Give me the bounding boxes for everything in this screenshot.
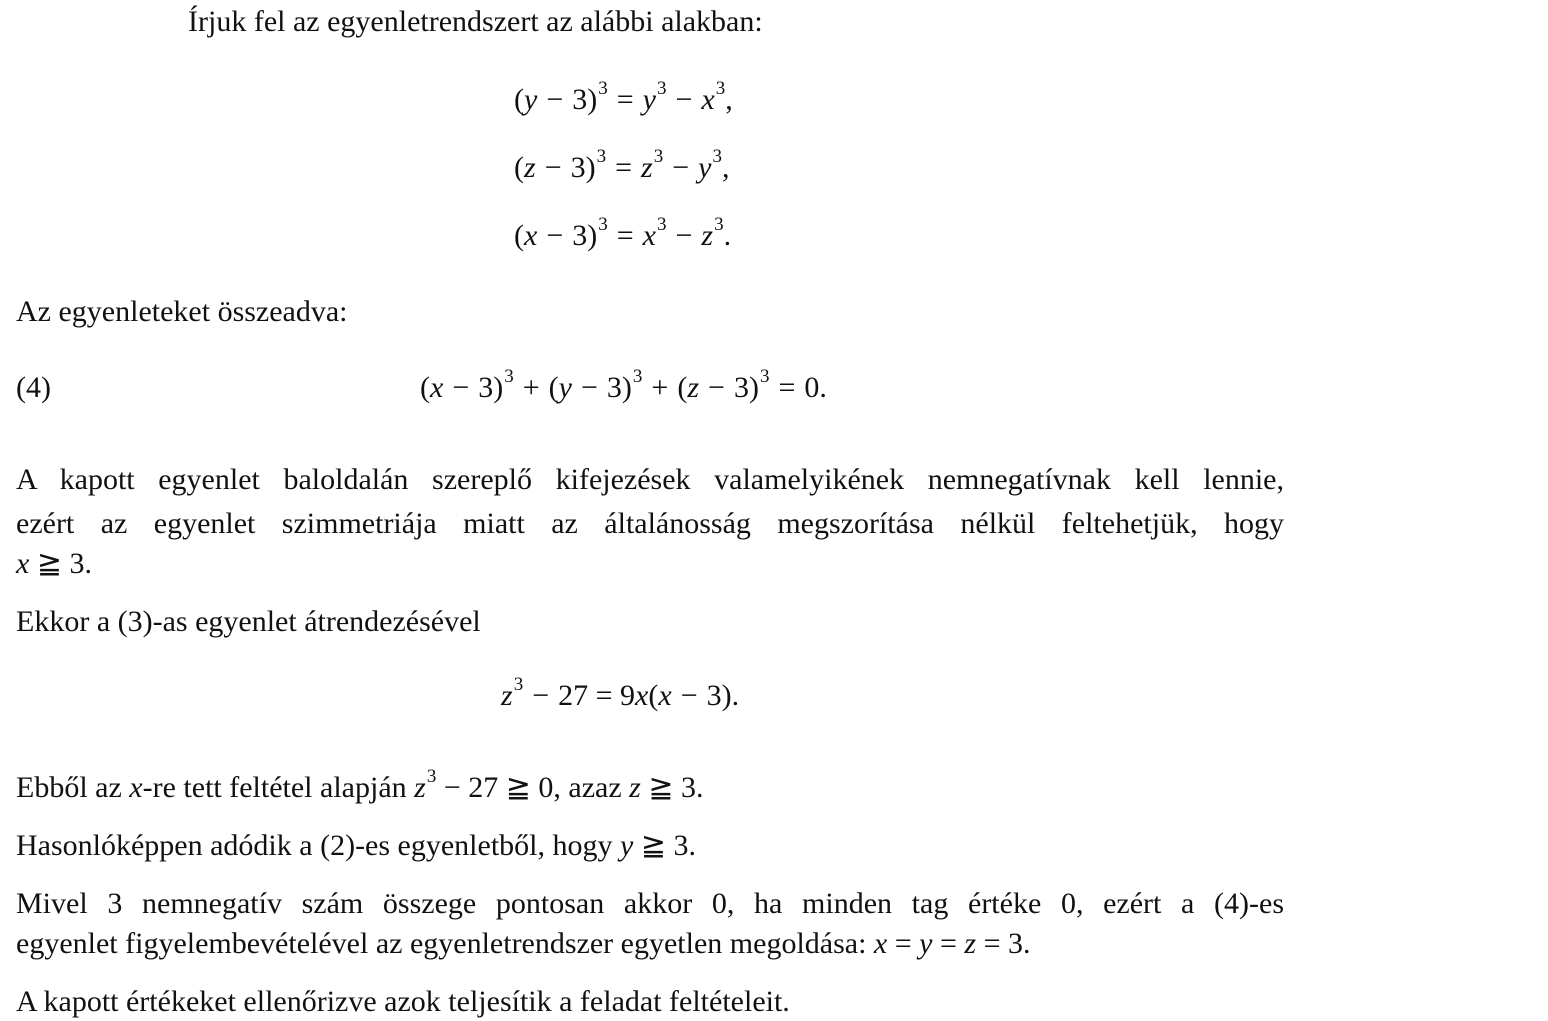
system-eq-3: $(x - 3)^3 = x^3 - z^3$. <box>514 214 732 252</box>
para1-line2: ezért az egyenlet szimmetriája miatt az általánosság megszorítása nélkül feltehetjük, hogy <box>16 507 1284 540</box>
para4-var: y <box>620 829 634 862</box>
eq2-s: z <box>641 151 653 184</box>
equation-number-4: (4) <box>16 371 51 404</box>
para5-line2-a: egyenlet figyelembevételével az egyenletrendszer egyetlen megoldása: <box>16 927 867 960</box>
para5-y: y <box>919 927 933 960</box>
para3-b: -re tett feltétel alapján <box>142 771 407 804</box>
intro-initial: Í <box>188 5 198 38</box>
equation-z-cubed: $z^3 - 27 = 9x(x - 3)$. <box>501 674 740 712</box>
para3-var2: z <box>414 771 426 804</box>
para5-z: z <box>964 927 977 960</box>
para5-end: = 3. <box>983 927 1031 960</box>
sum-intro-text: Az egyenleteket összeadva: <box>16 295 348 328</box>
eq1-m: x <box>701 83 715 116</box>
eq3-var: x <box>524 219 538 252</box>
eq5-lhs-rest: 27 = 9 <box>558 679 636 712</box>
eq1-end: , <box>725 83 733 116</box>
para3-a: Ebből az <box>16 771 122 804</box>
eq5-end: 3). <box>706 679 740 712</box>
para3-var1: x <box>129 771 143 804</box>
eq1-var: y <box>524 83 538 116</box>
eq2-m: y <box>698 151 712 184</box>
eq3-s: x <box>642 219 656 252</box>
para5-line1: Mivel 3 nemnegatív szám összege pontosan akkor 0, ha minden tag értéke 0, ezért a (4)-es <box>16 887 1284 920</box>
intro-text <box>188 4 763 40</box>
para4-b: ≧ 3. <box>640 829 696 862</box>
eq4-var-x: x <box>430 371 444 404</box>
para2-text: Ekkor a (3)-as egyenlet átrendezésével <box>16 605 481 638</box>
eq1-s: y <box>642 83 656 116</box>
para4-text <box>16 828 696 864</box>
para4-a: Hasonlóképpen adódik a (2)-es egyenletből, hogy <box>16 829 613 862</box>
para1-line1: A kapott egyenlet baloldalán szereplő kifejezések valamelyikének nemnegatívnak kell lennie, <box>16 463 1284 496</box>
eq5-var2: x <box>658 679 672 712</box>
eq4-rhs: 0. <box>804 371 827 404</box>
eq2-var: z <box>524 151 536 184</box>
para5-x: x <box>873 927 888 960</box>
equation-4: $(x - 3)^3 + (y - 3)^3 + (z - 3)^3 = 0$. <box>420 366 827 404</box>
para1-var-x: x <box>16 547 30 580</box>
eq5-lhs-var: z <box>501 679 513 712</box>
eq3-end: . <box>723 219 732 252</box>
para3-d: ≧ 3. <box>648 771 704 804</box>
para1-line3: x ≧ 3. <box>16 547 92 580</box>
para1-line3-rest: 3. <box>69 547 92 580</box>
para3-text: Ebből az x-re tett feltétel alapján $z^3 - 27$ ≧ 0, azaz z ≧ 3. <box>16 766 704 804</box>
eq2-end: , <box>721 151 730 184</box>
eq4-var-z: z <box>687 371 700 404</box>
para6-text: A kapott értékeket ellenőrizve azok teljesítik a feladat feltételeit. <box>16 985 790 1018</box>
eq5-var1: x <box>635 679 649 712</box>
para3-var3: z <box>629 771 641 804</box>
system-eq-1: $(y - 3)^3 = y^3 - x^3$, <box>514 78 733 116</box>
para5-line2: egyenlet figyelembevételével az egyenletrendszer egyetlen megoldása: x = y = z = 3. <box>16 927 1031 960</box>
intro-rest: rjuk fel az egyenletrendszert az alábbi alakban: <box>198 5 763 38</box>
eq3-m: z <box>701 219 714 252</box>
eq4-var-y: y <box>558 371 572 404</box>
system-eq-2: $(z - 3)^3 = z^3 - y^3$, <box>514 146 730 184</box>
para3-c: 27 ≧ 0, azaz <box>468 771 622 804</box>
